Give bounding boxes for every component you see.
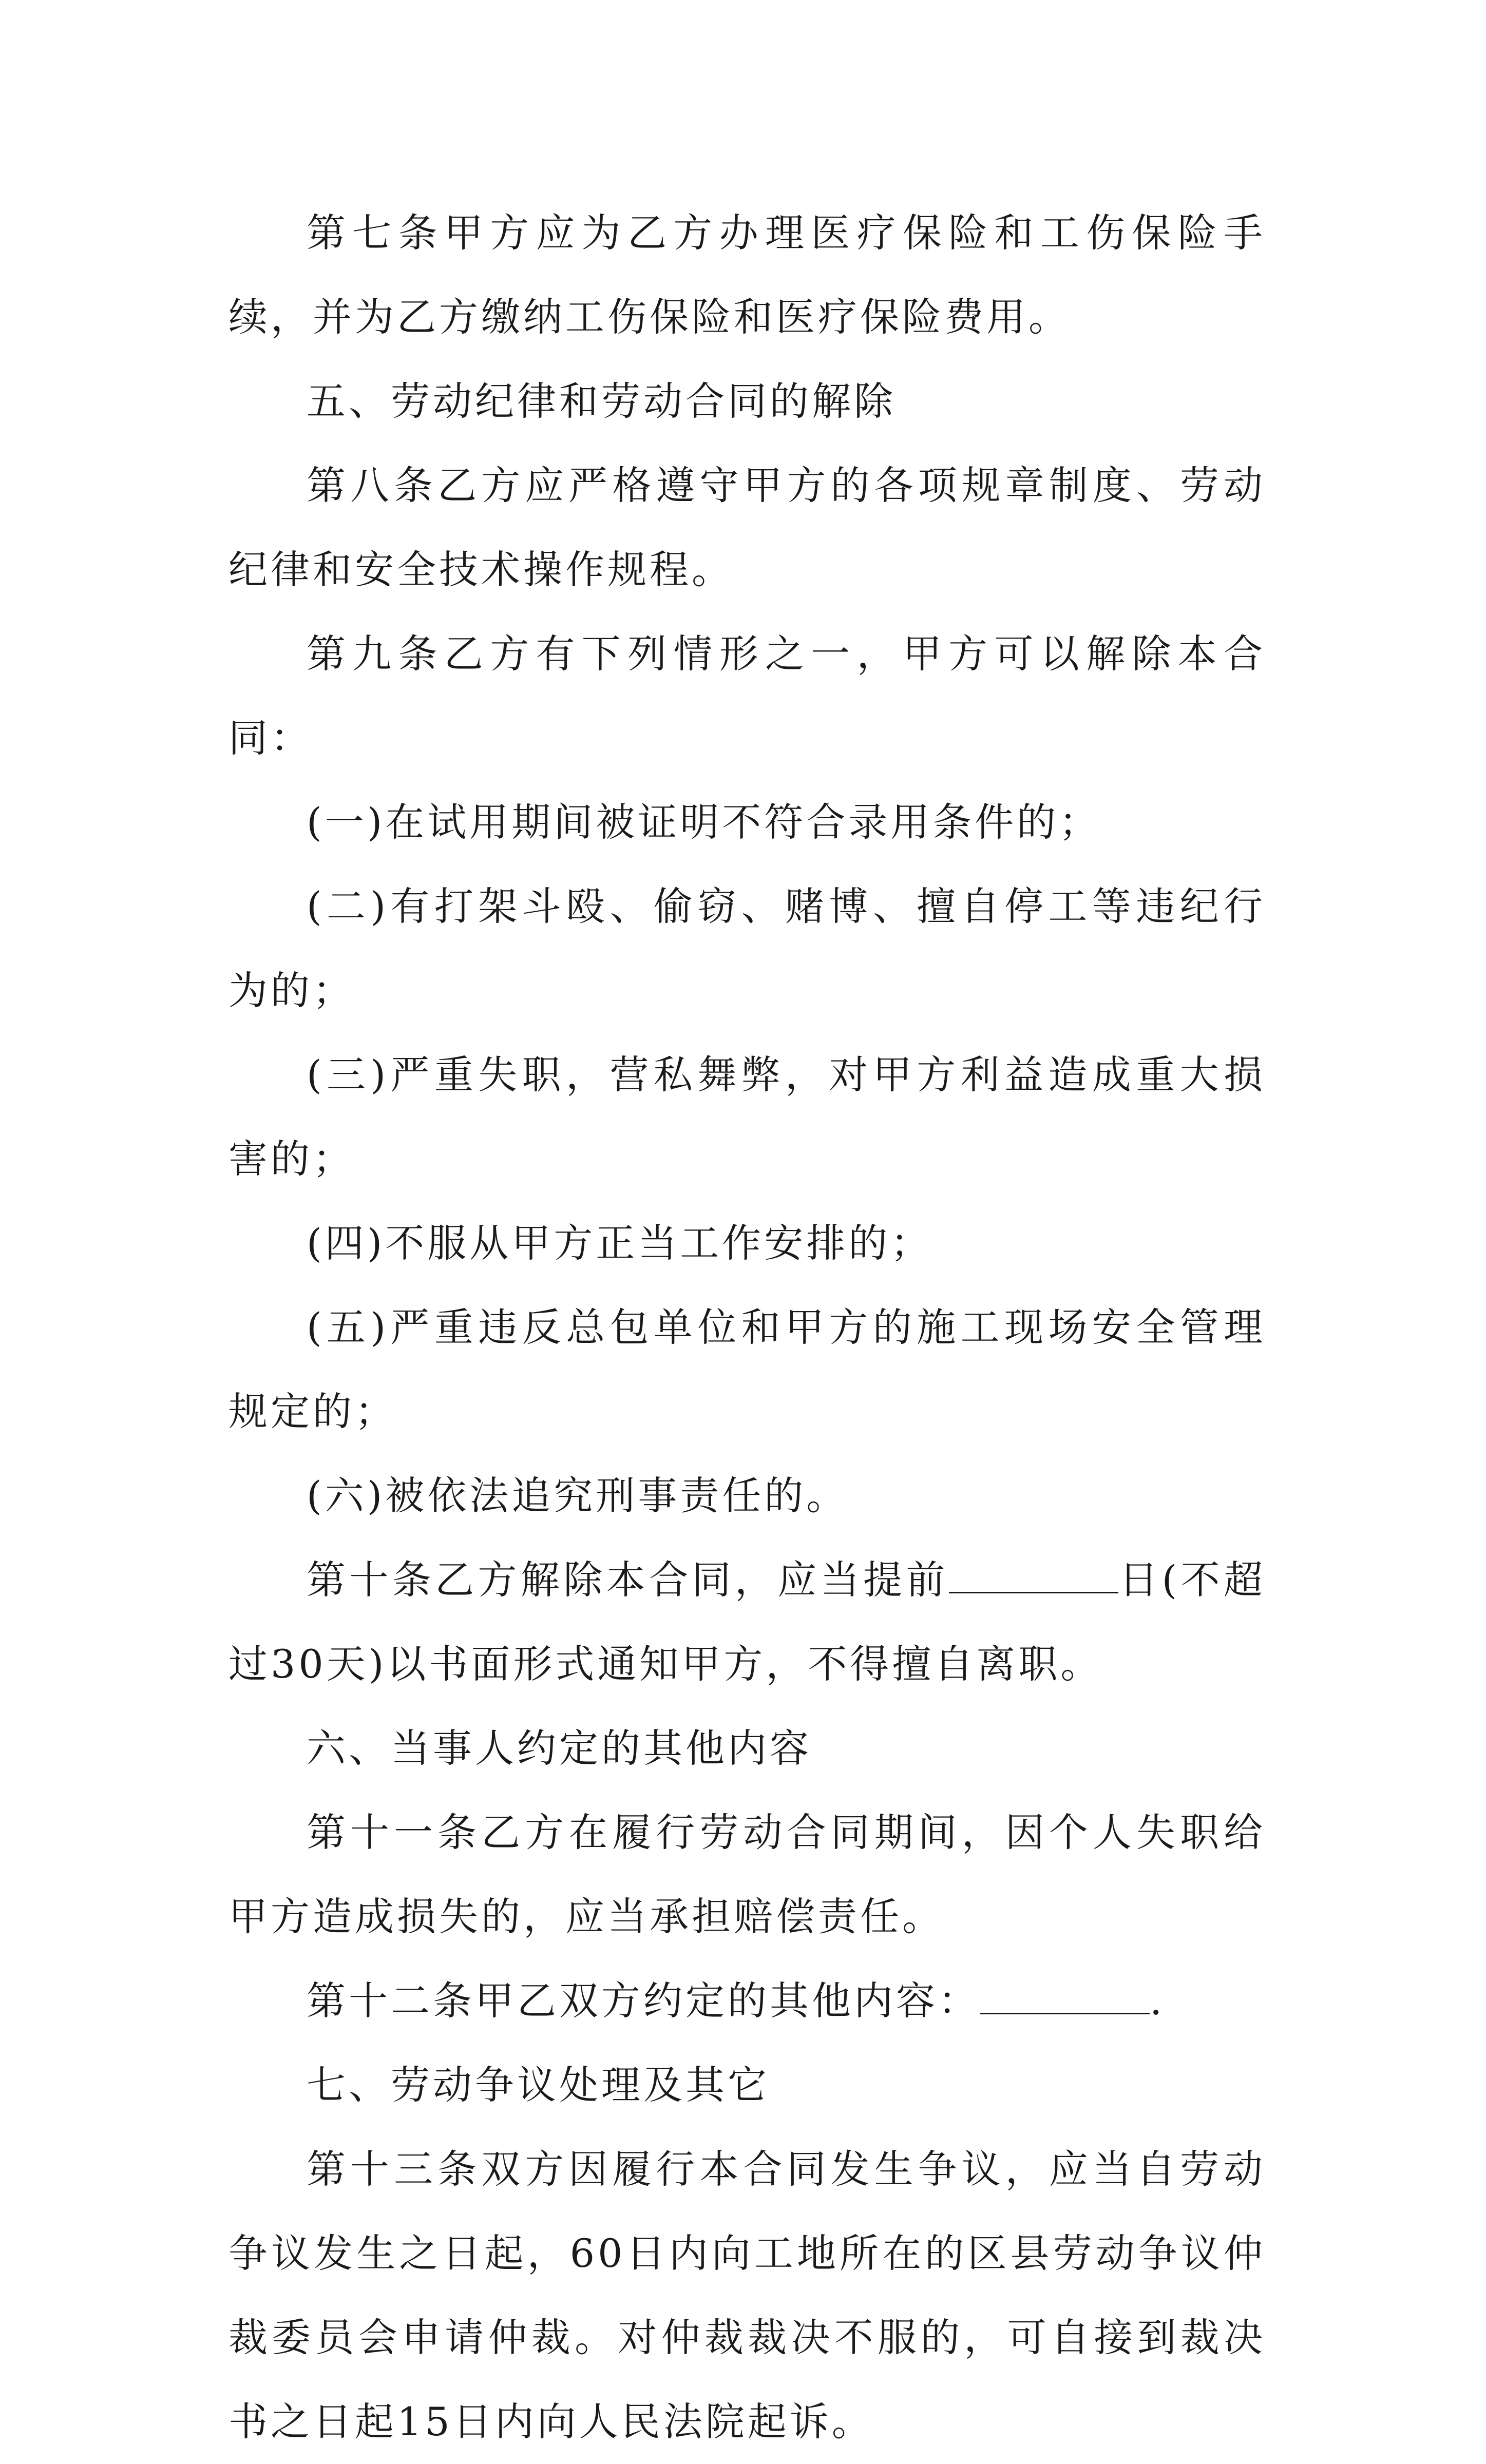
article-10-text-after: 日(不超过30天)以书面形式通知甲方，不得擅自离职。	[228, 1557, 1266, 1687]
paragraph-article-11: 第十一条乙方在履行劳动合同期间，因个人失职给甲方造成损失的，应当承担赔偿责任。	[228, 1810, 1266, 1939]
paragraph-article-7: 第七条甲方应为乙方办理医疗保险和工伤保险手续，并为乙方缴纳工伤保险和医疗保险费用。	[228, 210, 1266, 340]
paragraph-article-10	[228, 1538, 1266, 1706]
paragraph-article-13: 第十三条双方因履行本合同发生争议，应当自劳动争议发生之日起，60日内向工地所在的区县劳动争议仲裁委员会申请仲裁。对仲裁裁决不服的，可自接到裁决书之日起15日内向人民法院起诉。	[228, 2146, 1266, 2444]
section-heading-6: 六、当事人约定的其他内容	[307, 1725, 812, 1771]
list-item-5: (五)严重违反总包单位和甲方的施工现场安全管理规定的；	[228, 1304, 1266, 1434]
list-item-3: (三)严重失职，营私舞弊，对甲方利益造成重大损害的；	[228, 1052, 1266, 1182]
list-item-1: (一)在试用期间被证明不符合录用条件的；	[307, 799, 1101, 845]
article-12-text-after: .	[1150, 1978, 1166, 2024]
list-item-2: (二)有打架斗殴、偷窃、赌博、擅自停工等违纪行为的；	[228, 883, 1266, 1013]
document-body	[228, 191, 1266, 2464]
article-12-text-before: 第十二条甲乙双方约定的其他内容：	[307, 1978, 980, 2024]
paragraph-article-12	[228, 1959, 1266, 2043]
article-10-text-before: 第十条乙方解除本合同，应当提前	[307, 1557, 949, 1603]
section-heading-5: 五、劳动纪律和劳动合同的解除	[307, 378, 896, 424]
fill-blank-other-terms	[980, 1982, 1150, 2014]
list-item-4: (四)不服从甲方正当工作安排的；	[307, 1220, 933, 1266]
list-item-6: (六)被依法追究刑事责任的。	[307, 1473, 849, 1518]
paragraph-article-8: 第八条乙方应严格遵守甲方的各项规章制度、劳动纪律和安全技术操作规程。	[228, 463, 1266, 592]
fill-blank-days	[949, 1561, 1118, 1593]
paragraph-article-9: 第九条乙方有下列情形之一，甲方可以解除本合同：	[228, 631, 1266, 761]
section-heading-7: 七、劳动争议处理及其它	[307, 2062, 770, 2108]
